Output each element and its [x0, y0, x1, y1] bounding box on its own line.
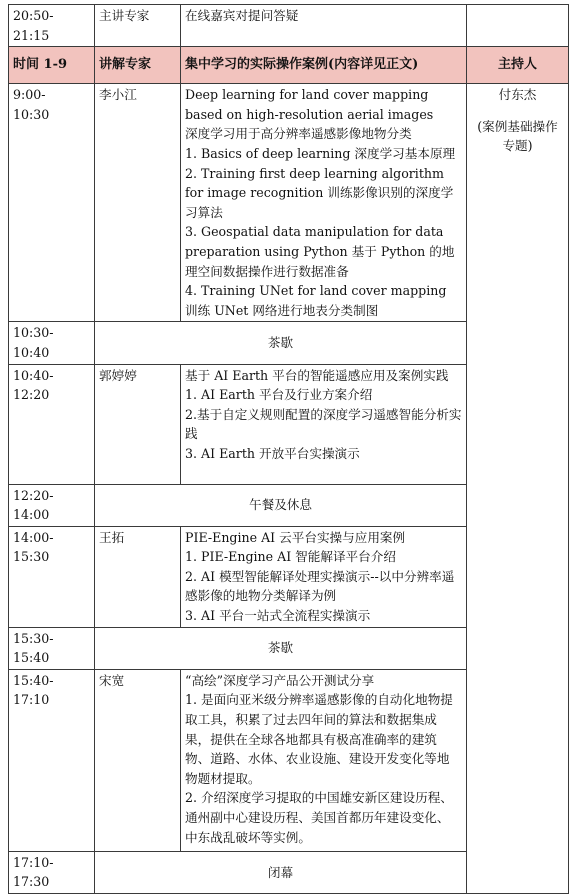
- break-cell: 闭幕: [95, 851, 467, 893]
- content-line: 2.基于自定义规则配置的深度学习遥感智能分析实践: [185, 406, 462, 442]
- content-line: 3. Geospatial data manipulation for data preparation using Python 基于 Python 的地理空间数据操作进行数据准备: [185, 224, 455, 279]
- content-line: 3. AI Earth 开放平台实操演示: [185, 445, 360, 461]
- header-host: 主持人: [467, 47, 569, 84]
- host-name: 付东杰: [498, 87, 537, 103]
- content-line: PIE-Engine AI 云平台实操与应用案例: [185, 529, 406, 545]
- content-line: 1. 是面向亚米级分辨率遥感影像的自动化地物提取工具，积累了过去四年间的算法和数据集成果，提供在全球各地都具有极高准确率的建筑物、道路、水体、农业设施、建设开发变化等地物题材提取。: [185, 692, 453, 786]
- host-spacer: [471, 105, 564, 117]
- host-cell-empty: [467, 5, 569, 47]
- content-line: 1. PIE-Engine AI 智能解译平台介绍: [185, 549, 396, 565]
- content-line: 4. Training UNet for land cover mapping 训练 UNet 网络进行地表分类制图: [185, 283, 447, 318]
- header-row: [9, 47, 569, 84]
- schedule-table: [8, 4, 569, 894]
- content-cell: [181, 364, 467, 484]
- content-cell: [181, 669, 467, 851]
- break-cell: 午餐及休息: [95, 484, 467, 526]
- speaker-cell: 宋宽: [95, 669, 181, 851]
- speaker-cell: 李小江: [95, 84, 181, 322]
- content-line: 1. AI Earth 平台及行业方案介绍: [185, 387, 373, 403]
- content-cell: [181, 526, 467, 627]
- header-content: 集中学习的实际操作案例(内容详见正文): [181, 47, 467, 84]
- time-cell: 10:40- 12:20: [9, 364, 95, 484]
- time-cell: 15:40- 17:10: [9, 669, 95, 851]
- top-row: [9, 5, 569, 47]
- content-line: 基于 AI Earth 平台的智能遥感应用及案例实践: [185, 367, 449, 383]
- content-line: “高绘”深度学习产品公开测试分享: [185, 672, 375, 688]
- content-line: 2. Training first deep learning algorithm for image recognition 训练影像识别的深度学习算法: [185, 165, 454, 220]
- content-cell: [181, 84, 467, 322]
- content-cell: 在线嘉宾对提问答疑: [181, 5, 467, 47]
- time-cell: 17:10- 17:30: [9, 851, 95, 893]
- content-line: 深度学习用于高分辨率遥感影像地物分类: [185, 126, 412, 142]
- session-row: [9, 84, 569, 322]
- time-cell: 15:30- 15:40: [9, 627, 95, 669]
- time-cell: 9:00- 10:30: [9, 84, 95, 322]
- header-time: 时间 1-9: [9, 47, 95, 84]
- content-line: 2. 介绍深度学习提取的中国雄安新区建设历程、通州副中心建设历程、美国首都历年建设变化、中东战乱破坏等实例。: [185, 790, 453, 845]
- time-cell: 20:50- 21:15: [9, 5, 95, 47]
- host-note: (案例基础操作专题): [477, 118, 558, 154]
- break-cell: 茶歇: [95, 627, 467, 669]
- time-cell: 10:30- 10:40: [9, 322, 95, 364]
- break-cell: 茶歇: [95, 322, 467, 364]
- time-cell: 14:00- 15:30: [9, 526, 95, 627]
- content-line: 1. Basics of deep learning 深度学习基本原理: [185, 145, 456, 161]
- header-speaker: 讲解专家: [95, 47, 181, 84]
- speaker-cell: 主讲专家: [95, 5, 181, 47]
- speaker-cell: 王拓: [95, 526, 181, 627]
- content-line: 3. AI 平台一站式全流程实操演示: [185, 608, 371, 624]
- host-cell: [467, 84, 569, 894]
- speaker-cell: 郭婷婷: [95, 364, 181, 484]
- time-cell: 12:20- 14:00: [9, 484, 95, 526]
- content-line: 2. AI 模型智能解译处理实操演示--以中分辨率遥感影像的地物分类解译为例: [185, 568, 455, 604]
- content-line: Deep learning for land cover mapping based on high-resolution aerial images: [185, 87, 434, 122]
